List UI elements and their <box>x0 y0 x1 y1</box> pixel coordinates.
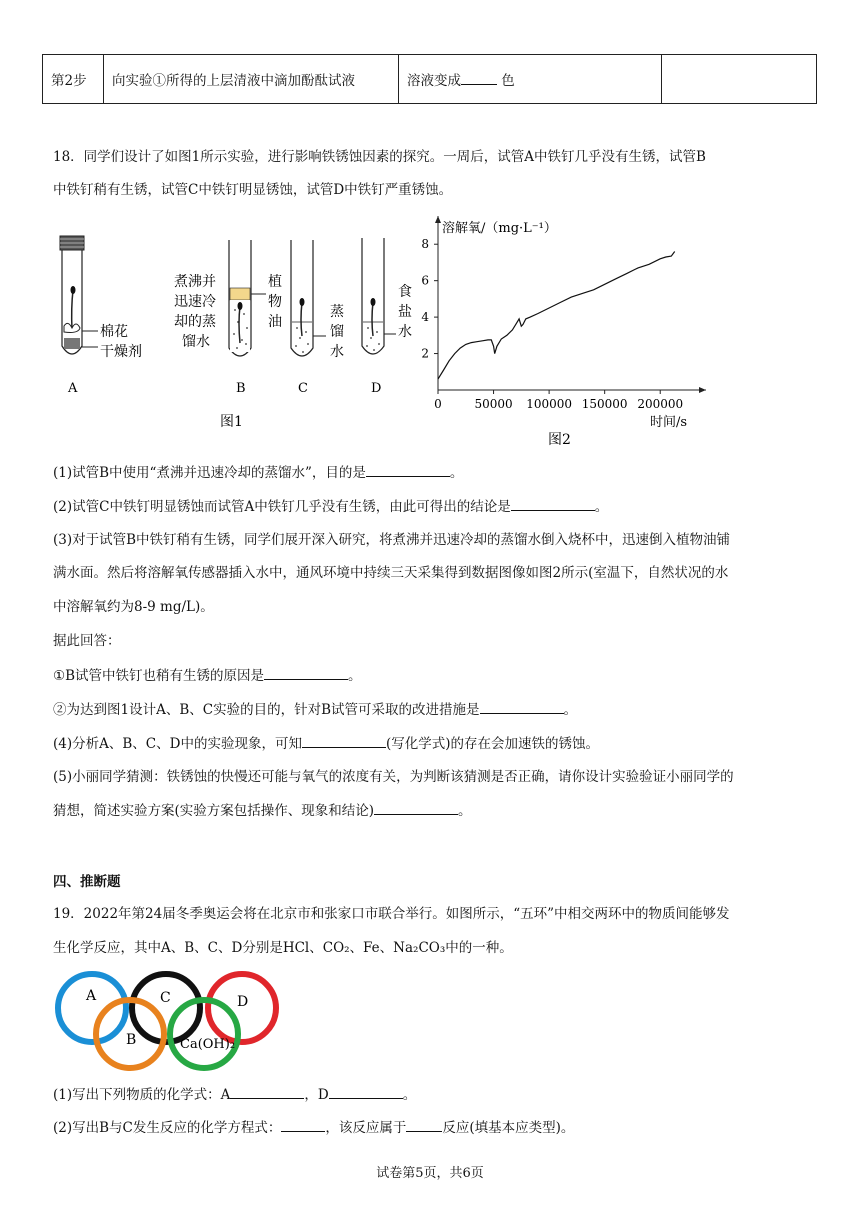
chart-y-axis-label: 溶解氧/（mg·L⁻¹） <box>442 221 557 236</box>
x-tick-label: 50000 <box>474 397 513 411</box>
x-tick-label: 150000 <box>581 397 628 411</box>
tube-b-letter: B <box>236 381 246 396</box>
phenomenon-cell: 溶液变成 色 <box>399 55 662 104</box>
x-tick-label: 100000 <box>526 397 573 411</box>
tube-c-label-2: 馏 <box>330 324 344 340</box>
ring-b-label: B <box>126 1032 137 1048</box>
q18-part3a: ①B试管中铁钉也稍有生锈的原因是 。 <box>53 665 362 686</box>
q18-part5-line2: 猜想，简述实验方案(实验方案包括操作、现象和结论) 。 <box>53 800 472 821</box>
operation-cell: 向实验①所得的上层清液中滴加酚酞试液 <box>104 55 399 104</box>
tube-a <box>60 236 98 354</box>
y-axis-arrow <box>435 216 441 223</box>
figure-1-test-tubes <box>40 228 440 438</box>
tube-b-right-label-3: 油 <box>268 314 282 330</box>
q18-part3-line1: (3)对于试管B中铁钉稍有生锈，同学们展开深入研究，将煮沸并迅速冷却的蒸馏水倒入烧杯中，迅速倒入植物油铺 <box>53 532 731 548</box>
q19-part2: (2)写出B与C发生反应的化学方程式： ，该反应属于 反应(填基本应类型)。 <box>53 1117 574 1138</box>
tube-b-right-label-1: 植 <box>268 274 282 290</box>
q19-intro-line1: 19．2022年第24届冬季奥运会将在北京市和张家口市联合举行。如图所示，“五环”中相交两环中的物质间能够发 <box>53 906 730 922</box>
chart-marks <box>421 216 706 411</box>
tube-c-label-1: 蒸 <box>330 304 344 320</box>
ring-d-label: D <box>237 994 249 1010</box>
figure-1-caption: 图1 <box>220 414 243 430</box>
tube-a-letter: A <box>68 381 78 396</box>
tube-a-label-desiccant: 干燥剂 <box>100 344 142 360</box>
answer-blank[interactable] <box>264 665 348 680</box>
x-tick-label: 0 <box>434 397 442 411</box>
answer-blank[interactable] <box>511 496 595 511</box>
ring-a <box>58 974 126 1042</box>
q18-part4: (4)分析A、B、C、D中的实验现象，可知 (写化学式)的存在会加速铁的锈蚀。 <box>53 733 599 754</box>
ring-a-label: A <box>86 988 97 1004</box>
tube-c <box>291 240 326 356</box>
answer-blank[interactable] <box>230 1084 304 1099</box>
tube-b-left-label-2: 迅速冷 <box>174 294 216 310</box>
table-row <box>43 55 817 104</box>
x-tick-label: 200000 <box>637 397 684 411</box>
answer-blank[interactable] <box>366 462 450 477</box>
tube-d-label-2: 盐 <box>398 304 412 320</box>
olympic-rings-diagram <box>50 962 290 1074</box>
ring-caoh2 <box>170 1000 238 1068</box>
figure-2-chart <box>412 214 712 450</box>
ring-caoh2-label: Ca(OH)₂ <box>180 1037 236 1052</box>
q19-intro-line2: 生化学反应，其中A、B、C、D分别是HCl、CO₂、Fe、Na₂CO₃中的一种。 <box>53 940 513 956</box>
tube-d-label-1: 食 <box>398 284 412 300</box>
tube-b-left-label-4: 馏水 <box>182 334 210 350</box>
tube-b-right-label-2: 物 <box>268 294 282 310</box>
q18-part3-line2: 满水面。然后将溶解氧传感器插入水中，通风环境中持续三天采集得到数据图像如图2所示(室温下，自然状况的水 <box>53 565 729 581</box>
q18-part3b: ②为达到图1设计A、B、C实验的目的，针对B试管可采取的改进措施是 。 <box>53 699 577 720</box>
answer-blank[interactable] <box>406 1117 442 1132</box>
q18-part3-line3: 中溶解氧约为8-9 mg/L)。 <box>53 599 214 615</box>
tube-b-left-label-3: 却的蒸 <box>174 314 216 330</box>
tube-a-label-cotton: 棉花 <box>100 324 128 340</box>
page-footer: 试卷第5页，共6页 <box>376 1166 484 1181</box>
tube-d-label-3: 水 <box>398 324 412 340</box>
y-tick-label: 2 <box>421 346 429 361</box>
step-cell: 第2步 <box>43 55 104 104</box>
q18-part2: (2)试管C中铁钉明显锈蚀而试管A中铁钉几乎没有生锈，由此可得出的结论是 。 <box>53 496 608 517</box>
tube-b <box>229 240 266 356</box>
answer-blank[interactable] <box>480 699 564 714</box>
tube-c-label-3: 水 <box>330 344 344 360</box>
tube-c-letter: C <box>298 381 308 396</box>
q18-answer-prompt: 据此回答： <box>53 633 121 649</box>
q18-part1: (1)试管B中使用“煮沸并迅速冷却的蒸馏水”，目的是 。 <box>53 462 463 483</box>
tube-d <box>362 238 396 354</box>
q19-part1: (1)写出下列物质的化学式：A ，D 。 <box>53 1084 416 1105</box>
chart-title: 图2 <box>548 432 571 448</box>
q18-part5-line1: (5)小丽同学猜测：铁锈蚀的快慢还可能与氧气的浓度有关，为判断该猜测是否正确，请你设计实验验证小丽同学的 <box>53 769 734 785</box>
tube-d-letter: D <box>371 381 382 396</box>
tube-b-left-label-1: 煮沸并 <box>174 274 216 290</box>
answer-blank[interactable] <box>461 70 497 85</box>
q18-intro-line2: 中铁钉稍有生锈，试管C中铁钉明显锈蚀，试管D中铁钉严重锈蚀。 <box>53 182 453 198</box>
chart-x-axis-label: 时间/s <box>650 415 688 430</box>
series-line <box>438 252 675 380</box>
conclusion-cell <box>662 55 817 104</box>
answer-blank[interactable] <box>374 800 458 815</box>
ring-c-label: C <box>160 990 171 1006</box>
x-axis-arrow <box>699 387 706 393</box>
y-tick-label: 6 <box>421 273 429 288</box>
y-tick-label: 4 <box>421 310 429 325</box>
y-tick-label: 8 <box>421 237 429 252</box>
answer-blank[interactable] <box>329 1084 403 1099</box>
section-4-title: 四、推断题 <box>53 874 121 890</box>
answer-blank[interactable] <box>302 733 386 748</box>
answer-blank[interactable] <box>281 1117 325 1132</box>
q18-intro-line1: 18．同学们设计了如图1所示实验，进行影响铁锈蚀因素的探究。一周后，试管A中铁钉几乎没有生锈，试管B <box>53 149 706 165</box>
experiment-table <box>42 54 817 104</box>
